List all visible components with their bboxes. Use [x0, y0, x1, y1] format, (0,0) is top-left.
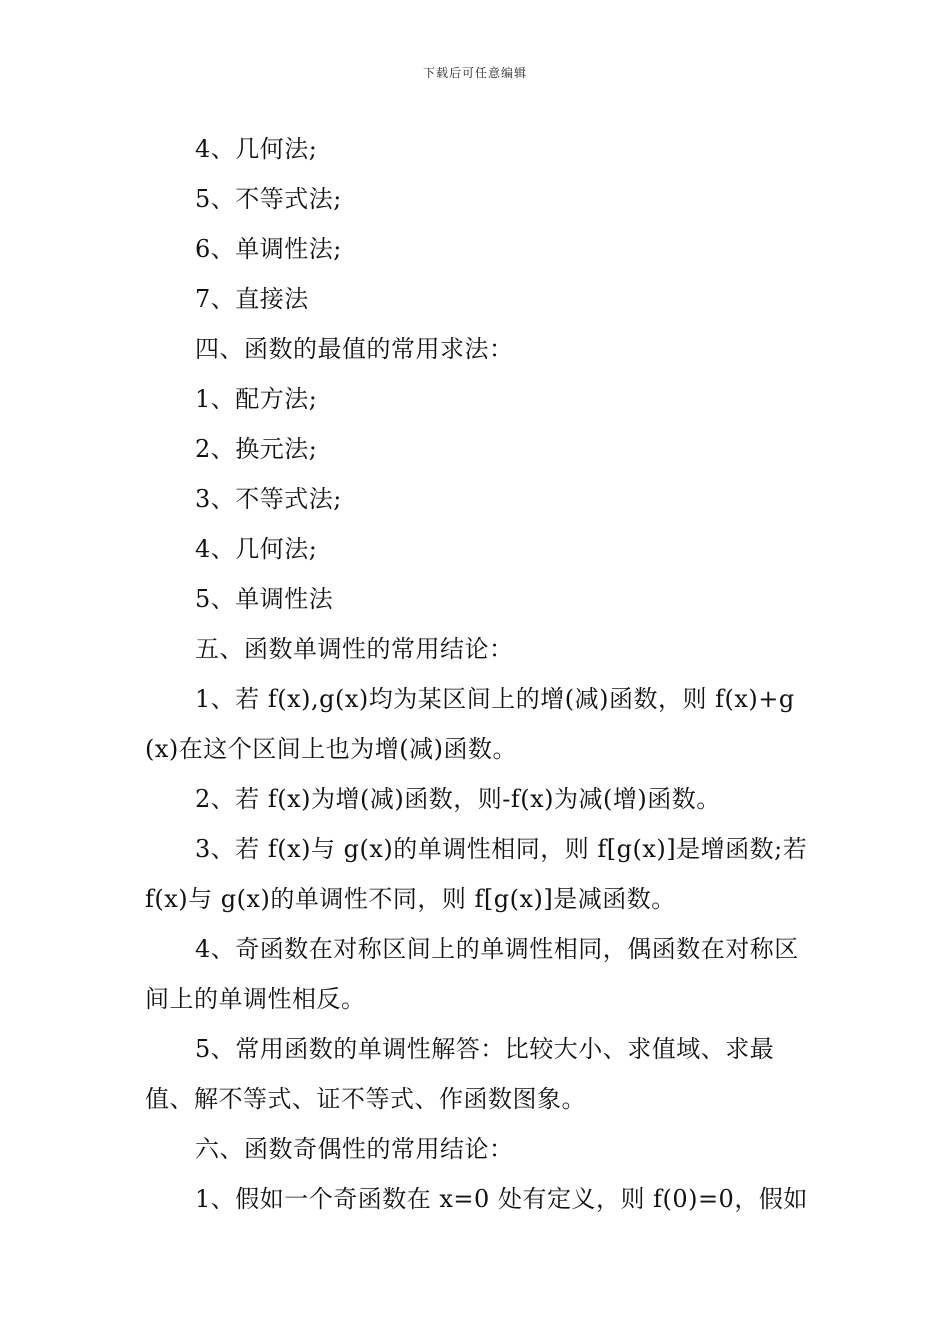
section-heading: 六、函数奇偶性的常用结论： [195, 1135, 514, 1163]
paragraph: 3、若 f(x)与 g(x)的单调性相同，则 f[g(x)]是增函数;若 f(x)与 g(x)的单调性不同，则 f[g(x)]是减函数。 [145, 835, 808, 913]
document-body [145, 124, 810, 1224]
paragraph: 5、常用函数的单调性解答：比较大小、求值域、求最值、解不等式、证不等式、作函数图象。 [145, 1035, 775, 1113]
section-heading: 五、函数单调性的常用结论： [195, 635, 514, 663]
paragraph: 4、几何法; [195, 535, 318, 563]
paragraph: 4、几何法; [195, 135, 318, 163]
paragraph: 1、假如一个奇函数在 x=0 处有定义，则 f(0)=0，假如 [195, 1185, 808, 1213]
paragraph: 5、单调性法 [195, 585, 334, 613]
paragraph: 6、单调性法; [195, 235, 342, 263]
paragraph: 2、若 f(x)为增(减)函数，则-f(x)为减(增)函数。 [195, 785, 721, 813]
page-header: 下载后可任意编辑 [422, 66, 527, 80]
paragraph: 1、配方法; [195, 385, 318, 413]
paragraph: 3、不等式法; [195, 485, 342, 513]
paragraph: 5、不等式法; [195, 185, 342, 213]
paragraph: 1、若 f(x),g(x)均为某区间上的增(减)函数，则 f(x)+g(x)在这个区间上也为增(减)函数。 [145, 685, 795, 763]
section-heading: 四、函数的最值的常用求法： [195, 335, 514, 363]
paragraph: 7、直接法 [195, 285, 309, 313]
paragraph: 2、换元法; [195, 435, 318, 463]
paragraph: 4、奇函数在对称区间上的单调性相同，偶函数在对称区间上的单调性相反。 [145, 935, 799, 1013]
